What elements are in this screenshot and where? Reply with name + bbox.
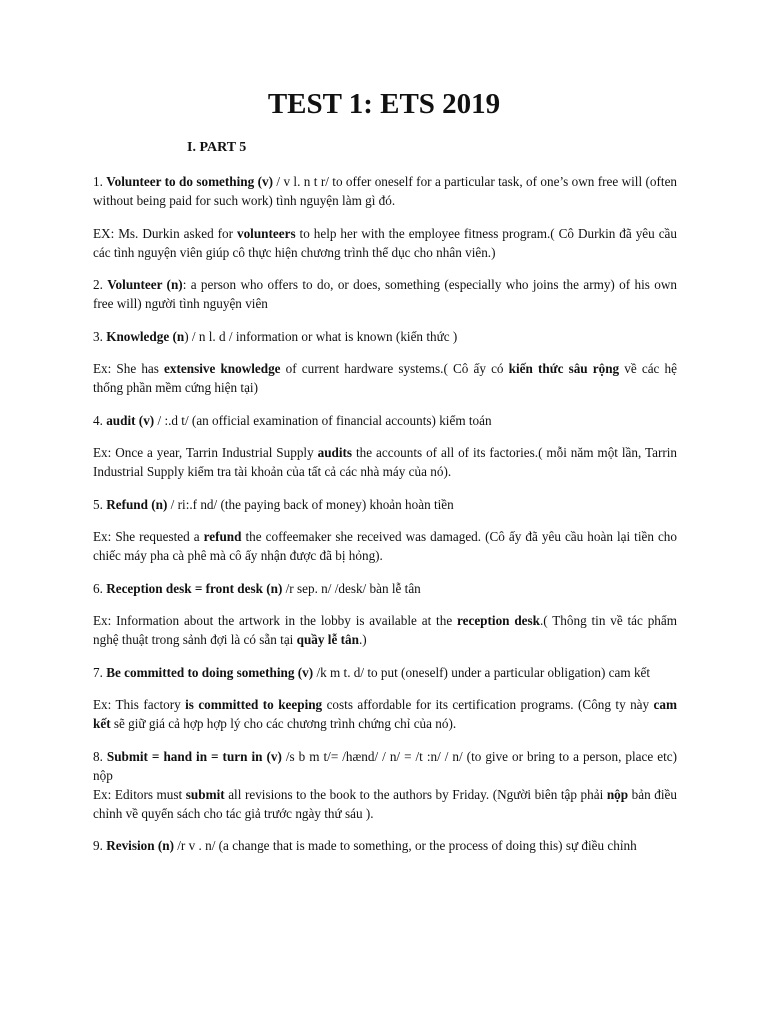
paragraph-1	[93, 172, 677, 210]
text-run: : a person who offers to do, or does, something (especially who joins the army) of his own free will) người tình nguyện viên	[93, 277, 677, 311]
text-run: EX: Ms. Durkin asked for	[93, 225, 237, 241]
bold-term: Knowledge (n	[106, 328, 185, 344]
text-run: Ex: This factory	[93, 697, 186, 712]
bold-term: reception desk	[457, 613, 540, 628]
bold-term: extensive knowledge	[164, 361, 281, 376]
text-run: Ex: Information about the artwork in the lobby is available at the	[93, 613, 457, 628]
text-run: 6.	[93, 580, 107, 596]
text-run: .)	[358, 632, 367, 647]
paragraph-3-example	[93, 359, 677, 397]
bold-term: audits	[317, 445, 353, 460]
text-run: 2.	[93, 277, 108, 292]
text-run: 3.	[93, 328, 107, 344]
text-run: /k m t. d/ to put (oneself) under a particular obligation) cam kết	[313, 664, 651, 680]
text-run: 5.	[93, 496, 107, 512]
paragraph-6-example	[93, 611, 677, 649]
paragraph-6	[93, 579, 677, 598]
text-run: the coffeemaker she received was damaged. (Cô ấy đã yêu cầu hoàn lại tiền cho chiếc máy pha cà phê mà cô ấy nhận được đã bị hỏng).	[93, 529, 677, 563]
text-run: Ex: She has	[93, 361, 165, 376]
text-run: Ex: Once a year, Tarrin Industrial Supply	[93, 445, 318, 460]
bold-term: Refund (n)	[106, 496, 168, 512]
bold-term: cam kết	[93, 697, 677, 731]
paragraph-3	[93, 327, 677, 346]
paragraph-4-example	[93, 443, 677, 481]
section-heading: I. PART 5	[187, 140, 247, 155]
bold-term: refund	[203, 529, 242, 544]
bold-term: Revision (n)	[106, 838, 174, 853]
text-run: 4.	[93, 412, 107, 428]
text-run: Ex: She requested a	[93, 529, 204, 544]
bold-term: Volunteer (n)	[107, 277, 183, 292]
bold-term: nộp	[606, 786, 629, 802]
text-run: .( Thông tin về tác phẩm nghệ thuật trong sảnh đợi là có sẵn tại	[93, 613, 677, 647]
text-run: /r sep. n/ /desk/ bàn lễ tân	[282, 580, 421, 596]
bold-term: kiến thức sâu rộng	[508, 361, 620, 376]
bold-term: submit	[185, 786, 225, 802]
text-run: về các hệ thống phần mềm cứng hiện tại)	[93, 361, 677, 395]
text-run: / :.d t/ (an official examination of financial accounts) kiểm toán	[154, 412, 492, 428]
paragraph-7	[93, 663, 677, 682]
paragraph-5	[93, 495, 677, 514]
paragraph-9	[93, 836, 677, 855]
bold-term: quầy lễ tân	[296, 632, 359, 647]
text-run: of current hardware systems.( Cô ấy có	[280, 361, 509, 376]
vocabulary-list	[93, 172, 677, 869]
text-run: 9.	[93, 838, 107, 853]
text-run: costs affordable for its certification programs. (Công ty này	[322, 697, 654, 712]
text-run: 7.	[93, 664, 107, 680]
paragraph-7-example	[93, 695, 677, 733]
text-run: 1.	[93, 174, 107, 189]
page-title: TEST 1: ETS 2019	[267, 88, 501, 120]
text-run: 8.	[93, 748, 107, 764]
paragraph-8-example	[93, 785, 677, 823]
paragraph-5-example	[93, 527, 677, 565]
text-run: bản điều chỉnh về quyển sách cho tác giả trước ngày thứ sáu ).	[93, 786, 678, 821]
bold-term: is committed to keeping	[185, 697, 323, 712]
text-run: sẽ giữ giá cả hợp hợp lý cho các chương trình chứng chỉ của nó).	[110, 716, 457, 731]
bold-term: audit (v)	[106, 412, 155, 428]
text-run: / v l. n t r/ to offer oneself for a particular task, of one’s own free will (often without being paid for such work) tình nguyện làm gì đó.	[93, 174, 678, 208]
paragraph-1-example	[93, 224, 677, 262]
paragraph-2	[93, 275, 677, 313]
text-run: / ri:.f nd/ (the paying back of money) khoản hoàn tiền	[167, 496, 454, 512]
bold-term: volunteers	[236, 225, 296, 241]
text-run: all revisions to the book to the authors by Friday. (Người biên tập phải	[224, 786, 607, 802]
paragraph-4	[93, 411, 677, 430]
text-run: Ex: Editors must	[93, 786, 186, 802]
text-run: to help her with the employee fitness program.( Cô Durkin đã yêu cầu các tình nguyện viên giúp cô thực hiện chương trình thể dục cho nhân viên.)	[93, 225, 677, 260]
bold-term: Reception desk = front desk (n)	[106, 580, 283, 596]
text-run: /r v . n/ (a change that is made to something, or the process of doing this) sự điều chỉnh	[173, 838, 637, 853]
bold-term: Submit = hand in = turn in (v)	[106, 748, 282, 764]
text-run: the accounts of all of its factories.( mỗi năm một lần, Tarrin Industrial Supply kiểm tra tài khoản của tất cả các nhà máy của nó).	[93, 445, 677, 479]
paragraph-8	[93, 747, 677, 785]
bold-term: Volunteer to do something (v)	[106, 174, 273, 189]
bold-term: Be committed to doing something (v)	[106, 664, 314, 680]
text-run: ) / n l. d / information or what is known (kiến thức )	[184, 328, 458, 344]
text-run: /s b m t/= /hænd/ / n/ = /t :n/ / n/ (to give or bring to a person, place etc) nộp	[93, 748, 677, 783]
